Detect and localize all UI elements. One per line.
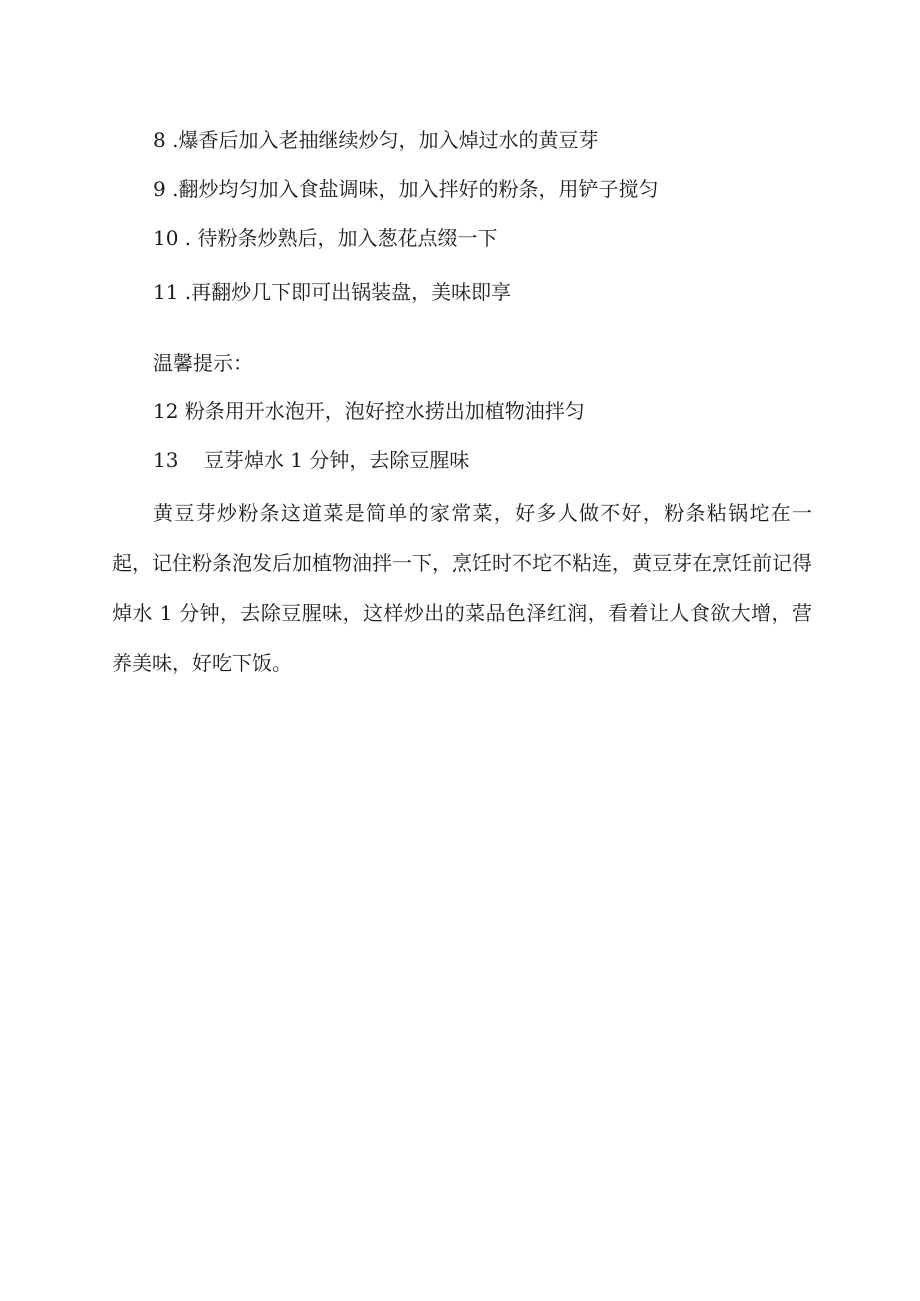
tip-12: 12 粉条用开水泡开，泡好控水捞出加植物油拌匀 — [153, 399, 585, 423]
step-9: 9 .翻炒均匀加入食盐调味，加入拌好的粉条，用铲子搅匀 — [153, 177, 659, 201]
summary-paragraph: 黄豆芽炒粉条这道菜是简单的家常菜，好多人做不好，粉条粘锅坨在一起，记住粉条泡发后加植物油拌一下，烹饪时不坨不粘连，黄豆芽在烹饪前记得焯水 1 分钟，去除豆腥味，这样炒出的菜品色泽红润，看着让人食欲大增，营养美味，好吃下饭。 — [112, 501, 812, 675]
step-10: 10 . 待粉条炒熟后，加入葱花点缀一下 — [153, 226, 498, 250]
tips-heading: 温馨提示： — [153, 351, 253, 375]
tip-13: 13 豆芽焯水 1 分钟，去除豆腥味 — [153, 448, 470, 472]
step-11: 11 .再翻炒几下即可出锅装盘，美味即享 — [153, 280, 512, 304]
step-8: 8 .爆香后加入老抽继续炒匀，加入焯过水的黄豆芽 — [153, 128, 599, 152]
